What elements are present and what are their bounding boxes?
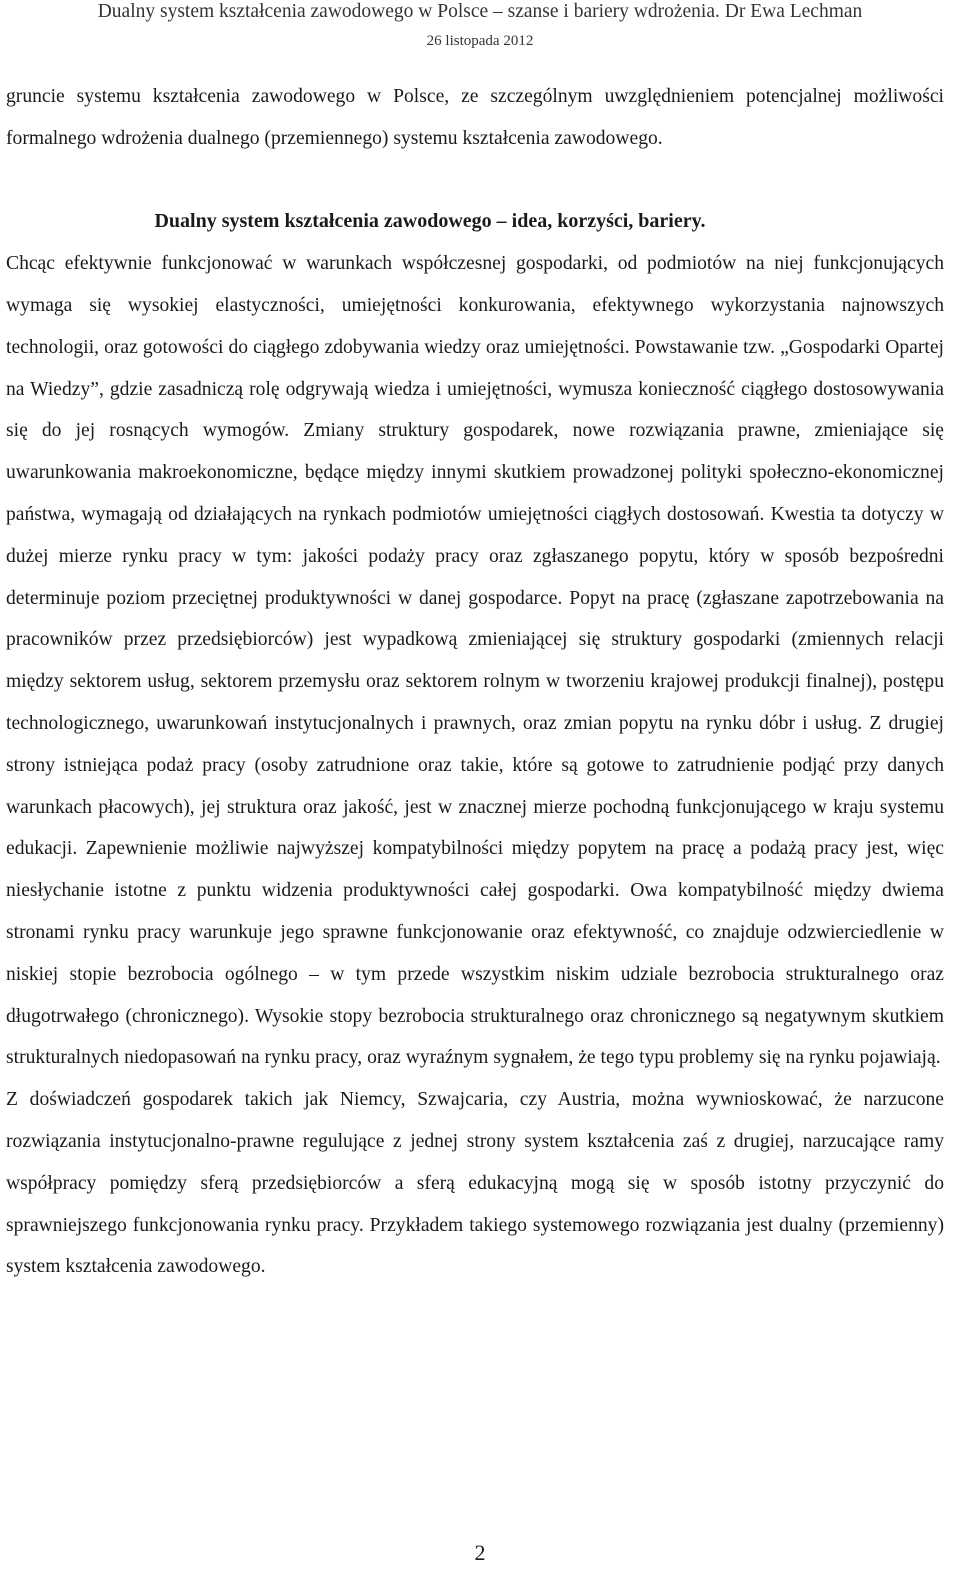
section-heading: Dualny system kształcenia zawodowego – idea, korzyści, bariery. xyxy=(154,210,706,233)
header-title: Dualny system kształcenia zawodowego w Polsce – szanse i bariery wdrożenia. Dr Ewa Lechman xyxy=(97,1,863,22)
page-header xyxy=(0,0,960,52)
page-number: 2 xyxy=(474,1540,486,1565)
body-paragraph-1: Chcąc efektywnie funkcjonować w warunkach współczesnej gospodarki, od podmiotów na niej funkcjonujących wymaga się wysokiej elastyczności, umiejętności konkurowania, efektywnego wykorzystania najnowszych technologii, oraz gotowości do ciągłego zdobywania wiedzy oraz umiejętności. Powstawanie tzw. „Gospodarki Opartej na Wiedzy”, gdzie zasadniczą rolę odgrywają wiedza i umiejętności, wymusza konieczność ciągłego dostosowywania się do jej rosnących wymogów. Zmiany struktury gospodarek, nowe rozwiązania prawne, zmieniające się uwarunkowania makroekonomiczne, będące między innymi skutkiem prowadzonej polityki społeczno-ekonomicznej państwa, wymagają od działających na rynkach podmiotów umiejętności ciągłych dostosowań. Kwestia ta dotyczy w dużej mierze rynku pracy w tym: jakości podaży pracy oraz zgłaszanego popytu, który w sposób bezpośredni determinuje poziom przeciętnej produktywności w danej gospodarce. Popyt na pracę (zgłaszane zapotrzebowania na pracowników przez przedsiębiorców) jest wypadkową zmieniającej się struktury gospodarki (zmiennych relacji między sektorem usług, sektorem przemysłu oraz sektorem rolnym w tworzeniu krajowej produkcji finalnej), postępu technologicznego, uwarunkowań instytucjonalnych i prawnych, oraz zmian popytu na rynku dóbr i usług. Z drugiej strony istniejąca podaż pracy (osoby zatrudnione oraz takie, które są gotowe to zatrudnienie podjąć przy danych warunkach płacowych), jej struktura oraz jakość, jest w znacznej mierze pochodną funkcjonującego w kraju systemu edukacji. Zapewnienie możliwie najwyższej kompatybilności między popytem na pracę a podażą pracy jest, więc niesłychanie istotne z punktu widzenia produktywności całej gospodarki. Owa kompatybilność między dwiema stronami rynku pracy warunkuje jego sprawne funkcjonowanie oraz efektywność, co znajduje odzwierciedlenie w niskiej stopie bezrobocia ogólnego – w tym przede wszystkim niskim udziale bezrobocia strukturalnego oraz długotrwałego (chronicznego). Wysokie stopy bezrobocia strukturalnego oraz chronicznego są negatywnym skutkiem strukturalnych niedopasowań na rynku pracy, oraz wyraźnym sygnałem, że tego typu problemy się na rynku pojawiają. xyxy=(6,253,944,1069)
header-date: 26 listopada 2012 xyxy=(426,33,534,49)
body-paragraph-2: Z doświadczeń gospodarek takich jak Niemcy, Szwajcaria, czy Austria, można wywnioskować, że narzucone rozwiązania instytucjonalno-prawne regulujące z jednej strony system kształcenia zaś z drugiej, narzucające ramy współpracy pomiędzy sferą przedsiębiorców a sferą edukacyjną mogą się w sposób istotny przyczynić do sprawniejszego funkcjonowania rynku pracy. Przykładem takiego systemowego rozwiązania jest dualny (przemienny) system kształcenia zawodowego. xyxy=(6,1089,944,1278)
document-body xyxy=(6,76,944,1288)
intro-paragraph: gruncie systemu kształcenia zawodowego w Polsce, ze szczególnym uwzględnieniem potencjalnej możliwości formalnego wdrożenia dualnego (przemiennego) systemu kształcenia zawodowego. xyxy=(6,86,944,149)
